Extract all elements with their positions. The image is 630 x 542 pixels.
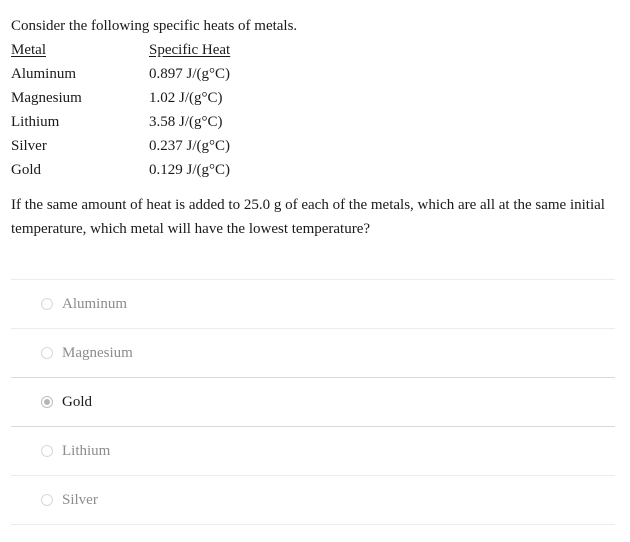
radio-button-selected[interactable] [41, 396, 53, 408]
option-label: Aluminum [62, 295, 128, 312]
specific-heat-cell: 0.237 J/(g°C) [149, 138, 230, 154]
header-metal: Metal [11, 42, 46, 58]
table-row [11, 86, 615, 110]
radio-button[interactable] [41, 347, 53, 359]
specific-heat-table [11, 38, 615, 182]
table-header-row [11, 38, 615, 62]
option-silver[interactable] [11, 476, 615, 525]
option-label: Silver [62, 491, 98, 508]
table-row [11, 110, 615, 134]
header-specific-heat: Specific Heat [149, 42, 231, 58]
metal-cell: Magnesium [11, 90, 82, 106]
option-lithium[interactable] [11, 427, 615, 476]
radio-button[interactable] [41, 445, 53, 457]
table-row [11, 62, 615, 86]
specific-heat-cell: 1.02 J/(g°C) [149, 90, 223, 106]
metal-cell: Silver [11, 138, 47, 154]
radio-button[interactable] [41, 494, 53, 506]
metal-cell: Aluminum [11, 66, 77, 82]
option-gold[interactable] [11, 377, 615, 427]
question-block [11, 14, 615, 241]
table-row [11, 134, 615, 158]
question-intro: Consider the following specific heats of metals. [11, 18, 298, 34]
metal-cell: Gold [11, 162, 41, 178]
answer-options [11, 279, 615, 525]
metal-cell: Lithium [11, 114, 60, 130]
option-magnesium[interactable] [11, 329, 615, 378]
specific-heat-cell: 0.129 J/(g°C) [149, 162, 230, 178]
specific-heat-cell: 3.58 J/(g°C) [149, 114, 223, 130]
option-label: Lithium [62, 442, 111, 459]
question-prompt: If the same amount of heat is added to 25.0 g of each of the metals, which are all at the same initial temperature, which metal will have the lowest temperature? [11, 197, 605, 237]
option-label: Magnesium [62, 344, 133, 361]
radio-button[interactable] [41, 298, 53, 310]
specific-heat-cell: 0.897 J/(g°C) [149, 66, 230, 82]
option-aluminum[interactable] [11, 280, 615, 329]
table-row [11, 158, 615, 182]
option-label: Gold [62, 393, 92, 410]
